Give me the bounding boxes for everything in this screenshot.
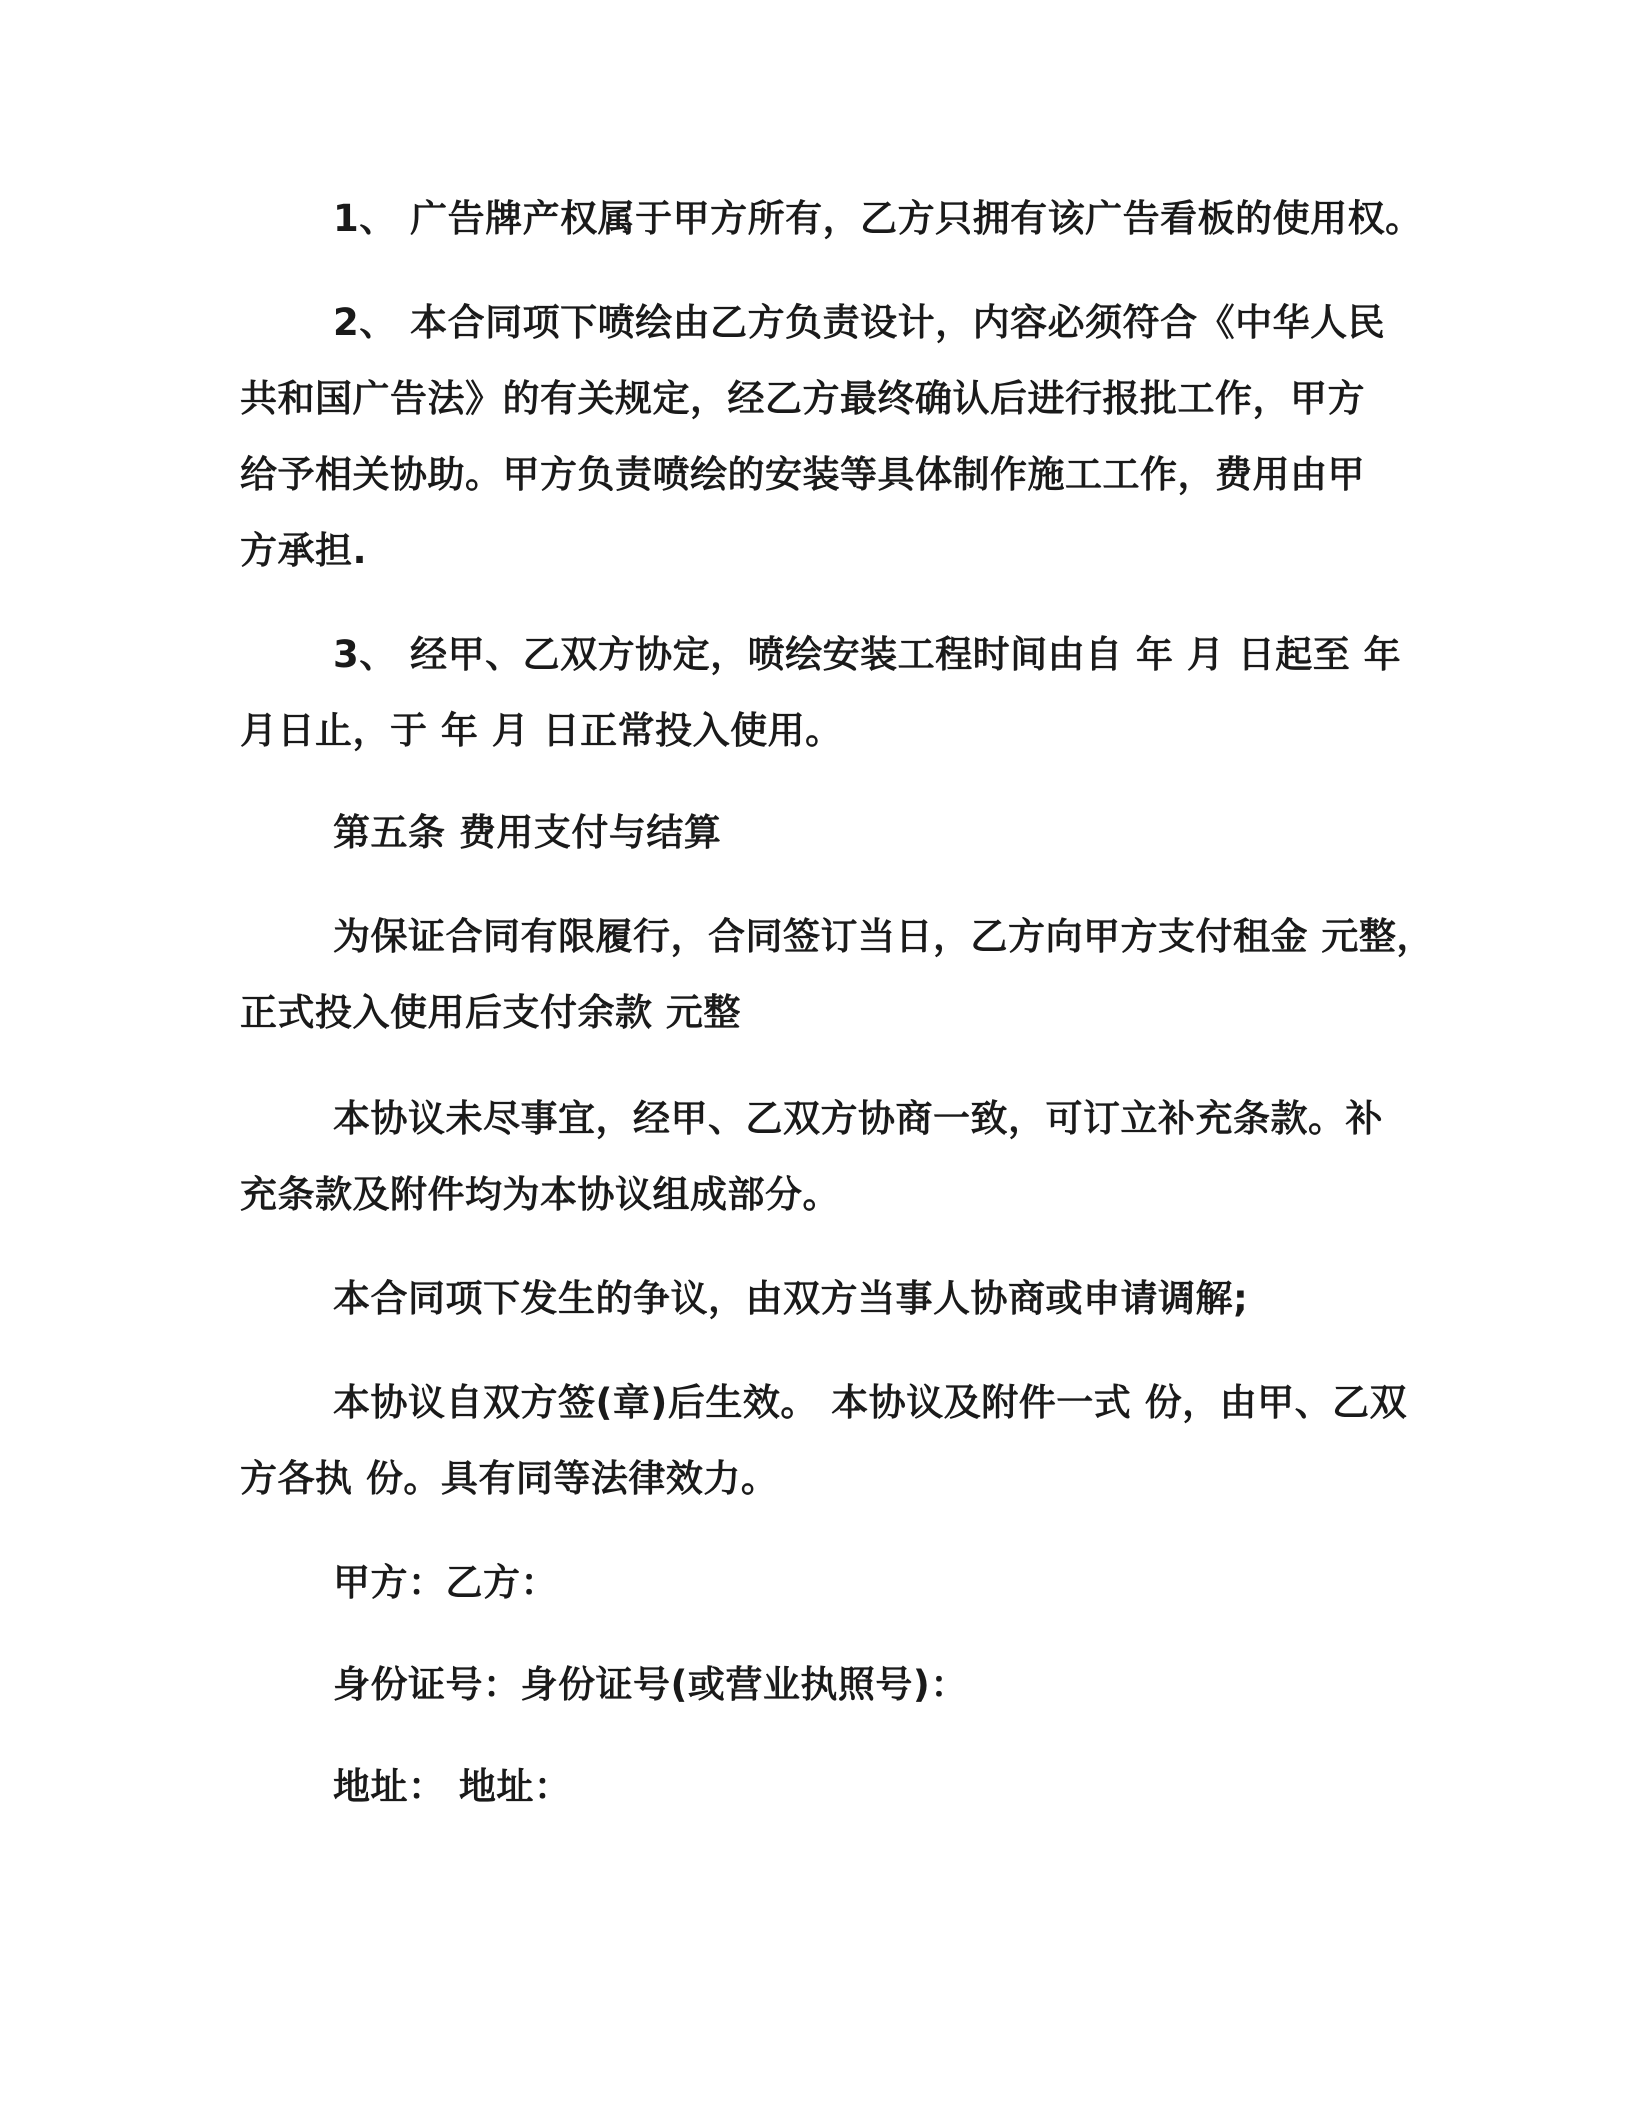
signature-parties: 甲方：乙方： [333,1561,558,1604]
payment-line-2: 正式投入使用后支付余款 元整 [240,991,741,1034]
dispute-clause: 本合同项下发生的争议，由双方当事人协商或申请调解; [333,1277,1249,1320]
supplement-line-2: 充条款及附件均为本协议组成部分。 [240,1173,840,1216]
clause-2-line-2: 共和国广告法》的有关规定，经乙方最终确认后进行报批工作，甲方 [240,377,1365,420]
signature-id-numbers: 身份证号：身份证号(或营业执照号)： [333,1663,968,1706]
clause-2-line-1: 2、 本合同项下喷绘由乙方负责设计，内容必须符合《中华人民 [333,301,1386,344]
clause-3-line-2: 月日止，于 年 月 日正常投入使用。 [240,709,843,752]
clause-3-line-1: 3、 经甲、乙双方协定，喷绘安装工程时间由自 年 月 日起至 年 [333,633,1402,676]
clause-2-line-3: 给予相关协助。甲方负责喷绘的安装等具体制作施工工作，费用由甲 [240,453,1365,496]
supplement-line-1: 本协议未尽事宜，经甲、乙双方协商一致，可订立补充条款。补 [333,1097,1383,1140]
clause-1: 1、 广告牌产权属于甲方所有，乙方只拥有该广告看板的使用权。 [333,197,1423,240]
payment-line-1: 为保证合同有限履行，合同签订当日，乙方向甲方支付租金 元整， [333,915,1434,958]
article-5-heading: 第五条 费用支付与结算 [333,811,722,854]
effect-line-2: 方各执 份。具有同等法律效力。 [240,1457,779,1500]
effect-line-1: 本协议自双方签(章)后生效。 本协议及附件一式 份，由甲、乙双 [333,1381,1408,1424]
signature-addresses: 地址： 地址： [333,1765,572,1808]
clause-2-line-4: 方承担. [240,529,368,572]
